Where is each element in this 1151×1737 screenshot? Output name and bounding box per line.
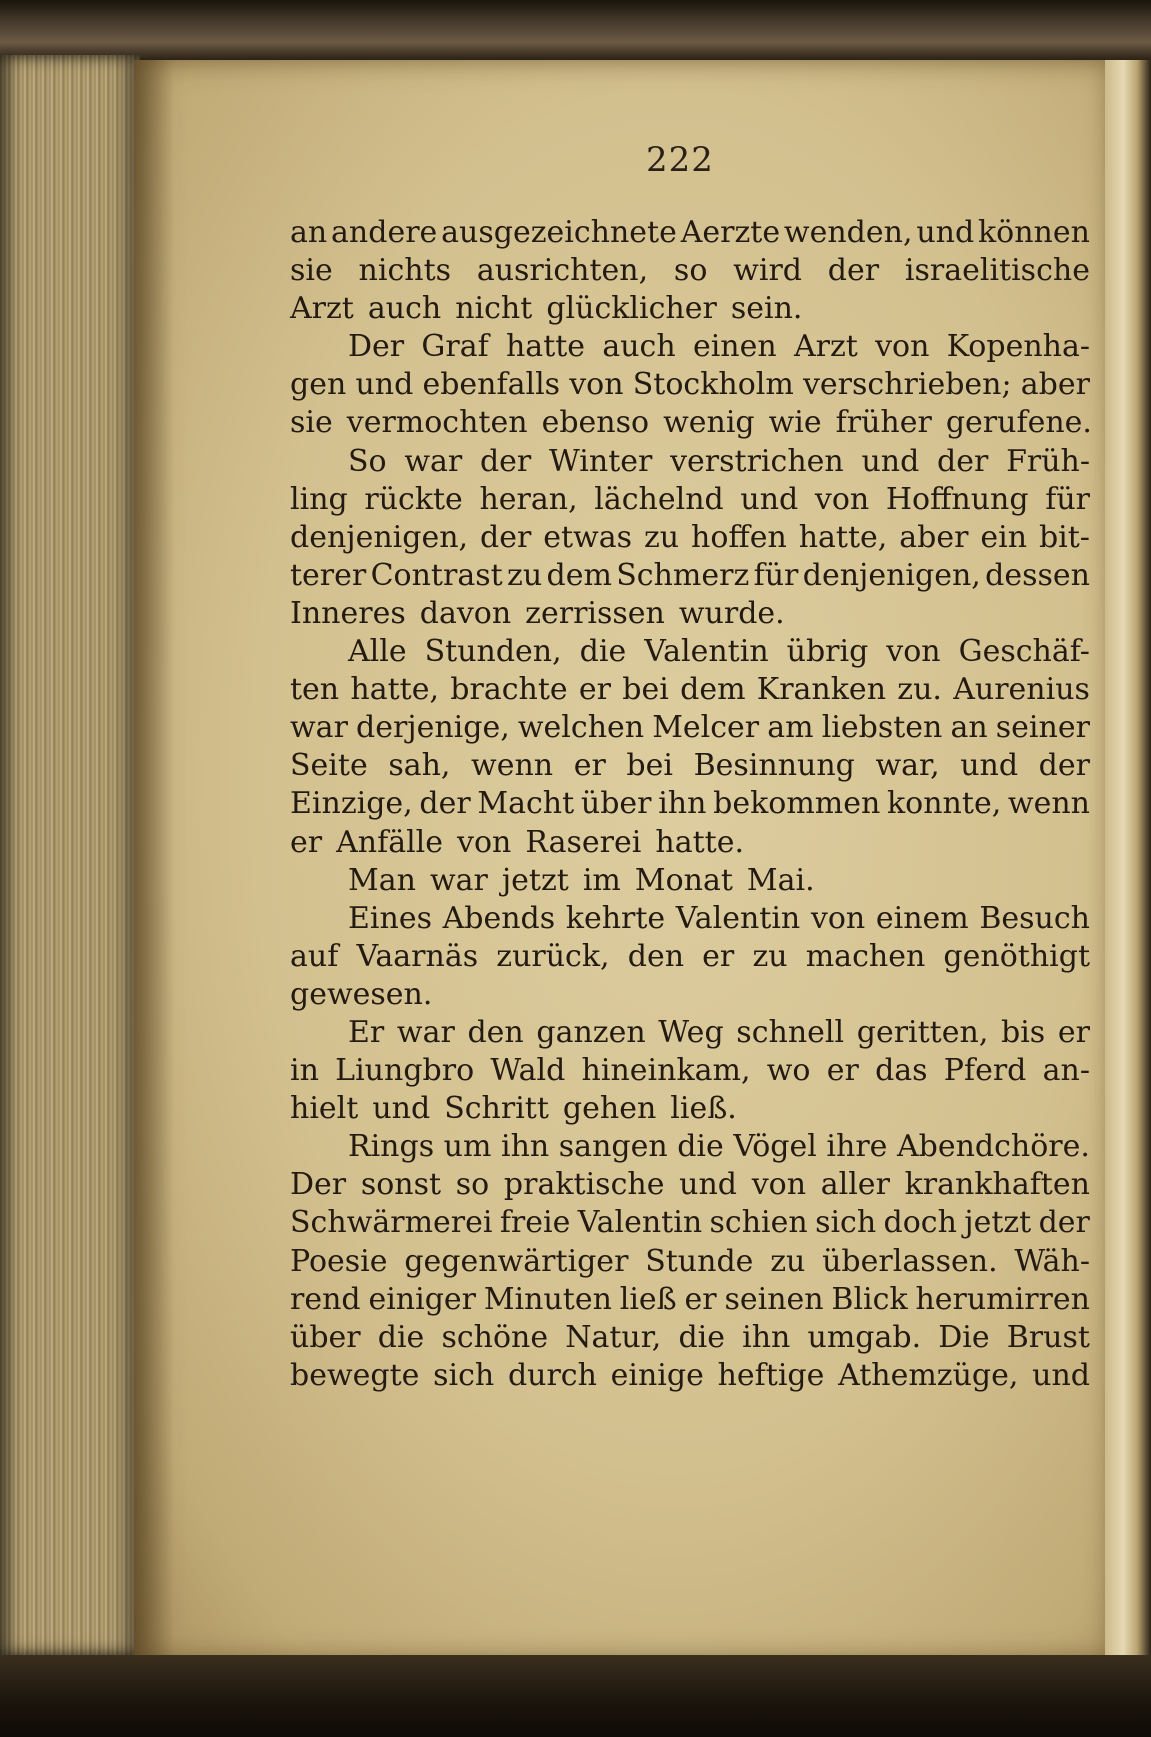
word: von [810,900,866,936]
word: auch [602,329,676,365]
word: können [978,215,1090,250]
word: dessen [985,557,1090,593]
word: gen [290,367,347,403]
word: hineinkam, [581,1053,751,1089]
word: einem [875,900,969,936]
word: verschrieben; [802,367,1012,403]
text-line [290,900,1090,938]
text-line [290,481,1090,519]
word: Natur, [565,1319,662,1355]
word: denjenigen, [802,557,981,593]
word: früher [835,405,932,441]
word: war [429,862,488,898]
word: zu [643,519,680,555]
word: seinen [724,1281,824,1317]
word: ihn [500,1129,550,1165]
word: bit- [1038,519,1090,555]
word: zerrissen [525,595,665,631]
word: ein [980,519,1028,555]
word: der [937,443,989,479]
word: hoffen [691,519,787,555]
word: Vögel [733,1129,817,1165]
word: von [751,1167,807,1203]
word: zurück, [496,938,610,974]
word: den [627,938,685,974]
word: so [673,253,708,289]
word: wenig [663,405,755,441]
word: einen [692,329,777,365]
text-line [290,1357,1090,1395]
word: wurde. [678,595,785,631]
word: wenden, [783,215,913,250]
word: nichts [358,253,452,289]
word: schnell [736,1014,845,1050]
text-line [290,976,1090,1014]
word: so [455,1167,490,1203]
word: Einzige, [290,786,413,822]
text-line [290,595,1090,633]
word: Hoffnung [885,481,1029,517]
word: sangen [558,1129,668,1165]
word: Arzt [290,291,354,327]
word: gerufene. [945,405,1092,441]
word: Stunde [645,1243,754,1279]
word: sie [290,405,333,441]
word: Schwärmerei [290,1205,493,1241]
word: von [457,824,512,860]
word: er [578,672,612,708]
text-line [290,709,1090,747]
word: Contrast [370,557,503,593]
word: sich [433,1357,495,1393]
book-top-edge [0,0,1151,60]
word: Besinnung [693,748,855,784]
word: Aerzte [680,215,781,250]
word: der [419,786,471,822]
word: bewegte [290,1357,420,1393]
text-line [290,252,1090,290]
word: um [443,1129,492,1165]
word: im [582,862,621,898]
text-line [290,747,1090,785]
word: bei [626,748,673,784]
word: terer [290,557,367,593]
word: und [916,215,975,250]
word: heran, [479,481,578,517]
word: glücklicher [546,291,717,327]
word: etwas [543,519,633,555]
word: der [1038,1205,1090,1241]
text-line [290,938,1090,976]
word: einige [610,1357,704,1393]
word: hatte, [798,519,888,555]
word: jetzt [501,862,569,898]
word: ling [290,481,348,517]
word: er [702,938,735,974]
word: Brust [1006,1319,1090,1355]
text-line [290,1166,1090,1204]
word: Abends [442,900,556,936]
word: wenn [1007,786,1090,822]
word: hatte [505,329,586,365]
word: ganzen [536,1014,646,1050]
book-bottom-edge [0,1655,1151,1737]
word: die [377,1319,425,1355]
word: Rings [348,1129,435,1165]
word: am [767,710,814,746]
word: Wald [490,1053,566,1089]
word: Früh- [1006,443,1090,479]
word: in [290,1053,319,1089]
word: welchen [517,710,645,746]
word: ebenfalls [422,367,561,403]
word: den [467,1014,524,1050]
word: zu [752,938,788,974]
word: Abendchöre. [896,1129,1090,1165]
word: und [740,481,799,517]
word: wo [766,1053,811,1089]
text-line [290,1204,1090,1242]
word: Valentin [577,1205,703,1241]
word: und [355,367,414,403]
word: lächelnd [594,481,724,517]
word: hatte. [655,824,744,860]
word: er [1057,1014,1090,1050]
word: schöne [441,1319,549,1355]
word: Raserei [525,824,642,860]
text-line [290,366,1090,404]
word: und [861,443,920,479]
word: der [827,253,880,289]
word: konnte, [887,786,1002,822]
word: herumirren [915,1281,1090,1317]
word: ihre [826,1129,888,1165]
word: bekommen [713,786,881,822]
text-line [290,1052,1090,1090]
word: So [348,443,387,479]
text-line [290,557,1090,595]
word: Poesie [290,1243,388,1279]
word: gewesen. [290,976,433,1012]
word: und [1032,1357,1090,1393]
word: Graf [421,329,489,365]
word: Melcer [652,710,760,746]
word: war, [875,748,940,784]
word: Besuch [979,900,1090,936]
word: genöthigt [943,938,1090,974]
word: sah, [388,748,451,784]
word: zu [770,1243,806,1279]
word: freie [499,1205,571,1241]
word: krankhaften [904,1167,1090,1203]
word: heftige [717,1357,825,1393]
word: verstrichen [670,443,844,479]
word: Kopenha- [946,329,1090,365]
word: Pferd [943,1053,1027,1089]
word: aber [899,519,969,555]
word: Weg [658,1014,724,1050]
word: und [960,748,1019,784]
word: war [404,443,463,479]
word: rückte [364,481,463,517]
word: die [579,634,627,670]
word: über [580,786,652,822]
word: war [290,710,348,746]
word: Er [348,1014,385,1050]
text-line [290,671,1090,709]
text-line [290,1128,1090,1166]
word: er [290,824,323,860]
word: bei [622,672,669,708]
word: zu. [897,672,942,708]
word: brachte [450,672,568,708]
word: Valentin [675,900,801,936]
word: Inneres [290,595,406,631]
word: kehrte [565,900,666,936]
word: derjenige, [356,710,510,746]
word: er [684,1281,717,1317]
word: für [753,557,799,593]
word: gehen [562,1091,657,1127]
word: sie [290,253,333,289]
text-line [290,519,1090,557]
word: über [290,1319,361,1355]
word: ausgezeichnete [441,215,677,250]
word: dem [680,672,746,708]
right-page-edge [1105,60,1151,1660]
word: ebenso [541,405,650,441]
word: israelitische [904,253,1090,289]
word: Liungbro [335,1053,475,1089]
word: doch [883,1205,957,1241]
word: nicht [455,291,533,327]
word: zu [507,557,543,593]
word: das [875,1053,928,1089]
text-line [290,1014,1090,1052]
body-text [290,214,1090,1395]
word: wird [733,253,802,289]
word: und [372,1091,431,1127]
word: auch [367,291,442,327]
word: aber [1020,367,1090,403]
word: Wäh- [1014,1243,1090,1279]
word: Aurenius [953,672,1090,708]
word: auf [290,938,339,974]
word: ihn [742,1319,791,1355]
word: dem [546,557,612,593]
word: von [569,367,624,403]
word: überlassen. [822,1243,998,1279]
word: übrig [786,634,869,670]
word: davon [419,595,512,631]
word: an [290,215,328,250]
word: bis [1001,1014,1046,1050]
word: Anfälle [336,824,444,860]
word: Arzt [793,329,858,365]
text-line [290,1281,1090,1319]
word: Seite [290,748,368,784]
word: Der [348,329,405,365]
word: sonst [360,1167,442,1203]
word: der [480,519,532,555]
word: Alle [348,634,407,670]
word: hielt [290,1091,359,1127]
word: war [396,1014,455,1050]
word: ließ [619,1281,677,1317]
page-number: 222 [646,140,714,180]
word: einiger [368,1281,477,1317]
word: an- [1042,1053,1090,1089]
text-line [290,1319,1090,1357]
text-line [290,443,1090,481]
word: machen [805,938,926,974]
word: ihn [658,786,707,822]
word: von [875,329,930,365]
word: jetzt [964,1205,1032,1241]
word: wenn [471,748,554,784]
word: praktische [503,1167,665,1203]
word: der [1038,748,1090,784]
word: vermochten [346,405,528,441]
word: schien [709,1205,808,1241]
word: durch [507,1357,597,1393]
word: rend [290,1281,361,1317]
text-line [290,290,1090,328]
page-stack-edge [0,55,140,1655]
word: an [950,710,988,746]
word: hatte, [350,672,440,708]
text-line [290,633,1090,671]
word: Winter [549,443,653,479]
word: denjenigen, [290,519,469,555]
word: Valentin [644,634,769,670]
word: Eines [348,900,432,936]
word: von [886,634,941,670]
text-line [290,1243,1090,1281]
text-line [290,328,1090,366]
text-line [290,1090,1090,1128]
word: sich [815,1205,877,1241]
word: Blick [831,1281,908,1317]
word: und [679,1167,738,1203]
word: Macht [477,786,575,822]
word: für [1045,481,1090,517]
word: ließ. [670,1091,737,1127]
word: Vaarnäs [356,938,479,974]
word: die [677,1129,724,1165]
word: der [479,443,532,479]
word: Kranken [756,672,887,708]
text-line [290,785,1090,823]
word: Mai. [746,862,815,898]
word: Die [938,1319,990,1355]
word: Der [290,1167,347,1203]
word: aller [820,1167,890,1203]
word: seiner [995,710,1090,746]
gutter-shadow [134,60,174,1660]
word: sein. [730,291,803,327]
word: Schritt [444,1091,549,1127]
word: er [573,748,606,784]
word: er [826,1053,859,1089]
word: Man [348,862,416,898]
word: die [678,1319,725,1355]
text-line [290,824,1090,862]
text-line [290,404,1090,442]
word: Schmerz [616,557,750,593]
word: liebsten [821,710,943,746]
text-line [290,862,1090,900]
word: wie [768,405,822,441]
word: Stunden, [424,634,562,670]
word: Minuten [483,1281,612,1317]
word: Monat [634,862,733,898]
word: Stockholm [632,367,794,403]
word: umgab. [807,1319,922,1355]
word: ausrichten, [476,253,649,289]
word: von [814,481,870,517]
word: Athemzüge, [838,1357,1019,1393]
word: gegenwärtiger [404,1243,629,1279]
word: andere [331,215,438,250]
word: ten [290,672,340,708]
word: geritten, [856,1014,989,1050]
word: Geschäf- [958,634,1090,670]
text-line [290,214,1090,252]
